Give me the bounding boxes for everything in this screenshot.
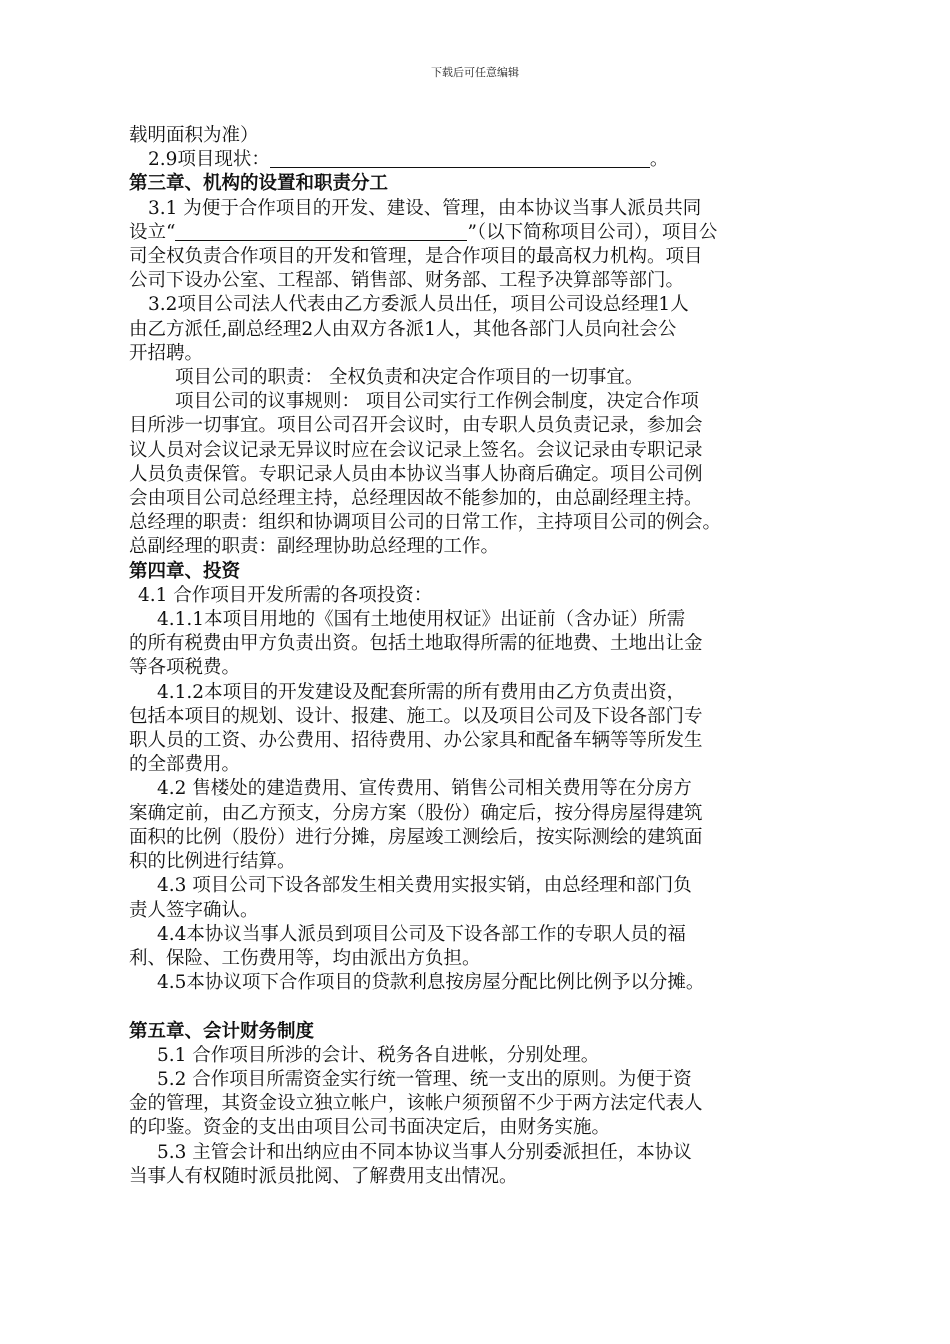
paragraph-line: 项目公司的议事规则： 项目公司实行工作例会制度，决定合作项 <box>175 391 699 413</box>
paragraph-line: 5.1 合作项目所涉的会计、税务各自进帐，分别处理。 <box>157 1044 600 1066</box>
paragraph-line: 责人签字确认。 <box>129 899 259 921</box>
paragraph-line: 总经理的职责：组织和协调项目公司的日常工作，主持项目公司的例会。 <box>129 512 722 534</box>
company-name-suffix: ”（以下简称项目公司），项目公 <box>467 221 718 243</box>
project-status-label: 2.9项目现状： <box>148 149 270 171</box>
paragraph-line: 载明面积为准） <box>129 125 259 146</box>
paragraph-line: 5.3 主管会计和出纳应由不同本协议当事人分别委派担任，本协议 <box>157 1141 692 1163</box>
paragraph-line: 会由项目公司总经理主持，总经理因故不能参加的，由总副经理主持。 <box>129 488 703 510</box>
chapter-5-heading: 第五章、会计财务制度 <box>129 1020 315 1042</box>
paragraph-line: 4.3 项目公司下设各部发生相关费用实报实销，由总经理和部门负 <box>157 875 692 897</box>
paragraph-line: 案确定前，由乙方预支，分房方案（股份）确定后，按分得房屋得建筑 <box>129 802 703 824</box>
paragraph-line: 的印鉴。资金的支出由项目公司书面决定后，由财务实施。 <box>129 1117 611 1139</box>
paragraph-line: 3.1 为便于合作项目的开发、建设、管理，由本协议当事人派员共同 <box>148 197 702 219</box>
paragraph-line: 积的比例进行结算。 <box>129 851 296 873</box>
paragraph-line: 公司下设办公室、工程部、销售部、财务部、工程予决算部等部门。 <box>129 270 685 292</box>
paragraph-line: 利、保险、工伤费用等，均由派出方负担。 <box>129 947 481 969</box>
paragraph-line: 4.5本协议项下合作项目的贷款利息按房屋分配比例比例予以分摊。 <box>157 972 705 994</box>
paragraph-line: 4.1.2本项目的开发建设及配套所需的所有费用由乙方负责出资， <box>157 681 686 703</box>
paragraph-line: 议人员对会议记录无异议时应在会议记录上签名。会议记录由专职记录 <box>129 439 703 461</box>
blank-gap <box>129 995 849 1019</box>
paragraph-line: 4.4本协议当事人派员到项目公司及下设各部工作的专职人员的福 <box>157 923 686 945</box>
paragraph-line: 5.2 合作项目所需资金实行统一管理、统一支出的原则。为便于资 <box>157 1068 692 1090</box>
company-name-line <box>129 221 849 245</box>
paragraph-line: 的所有税费由甲方负责出资。包括土地取得所需的征地费、土地出让金 <box>129 633 703 655</box>
paragraph-line: 由乙方派任,副总经理2人由双方各派1人，其他各部门人员向社会公 <box>129 318 677 340</box>
page-header: 下载后可任意编辑 <box>431 66 519 79</box>
company-name-blank <box>175 222 467 241</box>
project-status-line <box>129 148 849 172</box>
paragraph-line: 开招聘。 <box>129 342 204 364</box>
paragraph-line: 司全权负责合作项目的开发和管理，是合作项目的最高权力机构。项目 <box>129 246 703 268</box>
paragraph-line: 包括本项目的规划、设计、报建、施工。以及项目公司及下设各部门专 <box>129 705 703 727</box>
paragraph-line: 目所涉一切事宜。项目公司召开会议时，由专职人员负责记录，参加会 <box>129 415 703 437</box>
paragraph-line: 4.1.1本项目用地的《国有土地使用权证》出证前（含办证）所需 <box>157 609 686 631</box>
document-body <box>129 124 849 1189</box>
paragraph-line: 等各项税费。 <box>129 657 241 679</box>
paragraph-line: 当事人有权随时派员批阅、了解费用支出情况。 <box>129 1165 518 1187</box>
paragraph-line: 4.2 售楼处的建造费用、宣传费用、销售公司相关费用等在分房方 <box>157 778 692 800</box>
chapter-4-heading: 第四章、投资 <box>129 560 241 582</box>
paragraph-line: 3.2项目公司法人代表由乙方委派人员出任，项目公司设总经理1人 <box>148 294 689 316</box>
paragraph-line: 职人员的工资、办公费用、招待费用、办公家具和配备车辆等等所发生 <box>129 730 703 752</box>
paragraph-line: 金的管理，其资金设立独立帐户，该帐户须预留不少于两方法定代表人 <box>129 1093 703 1115</box>
paragraph-line: 面积的比例（股份）进行分摊，房屋竣工测绘后，按实际测绘的建筑面 <box>129 826 703 848</box>
paragraph-line: 的全部费用。 <box>129 754 241 776</box>
paragraph-line: 4.1 合作项目开发所需的各项投资： <box>138 584 433 606</box>
paragraph-line: 总副经理的职责：副经理协助总经理的工作。 <box>129 536 500 558</box>
paragraph-line: 人员负责保管。专职记录人员由本协议当事人协商后确定。项目公司例 <box>129 463 703 485</box>
chapter-3-heading: 第三章、机构的设置和职责分工 <box>129 173 389 195</box>
period: 。 <box>649 149 669 171</box>
project-status-blank <box>270 149 650 168</box>
paragraph-line: 项目公司的职责： 全权负责和决定合作项目的一切事宜。 <box>175 367 644 389</box>
company-name-prefix: 设立“ <box>129 221 176 243</box>
